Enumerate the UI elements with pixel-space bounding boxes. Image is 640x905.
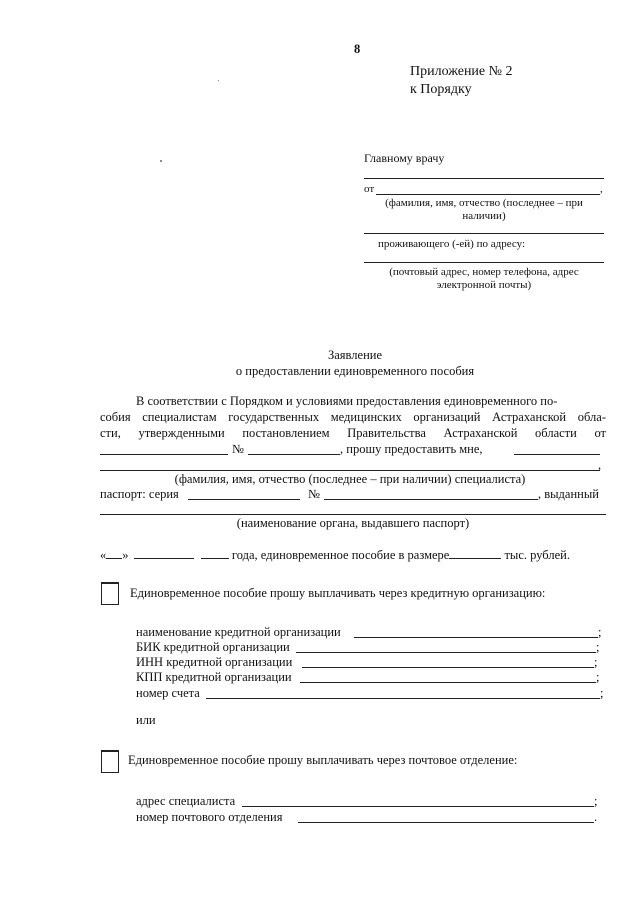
fio-hint-line-1: (фамилия, имя, отчество (последнее – при	[385, 197, 583, 209]
bank-option-checkbox[interactable]	[101, 582, 119, 605]
account-number-line[interactable]	[206, 698, 600, 699]
paragraph-line-1: В соответствии с Порядком и условиями предоставления единовременного по-	[136, 394, 558, 408]
scan-speck	[160, 160, 162, 162]
quote-close: »	[122, 548, 129, 562]
from-comma: ,	[600, 183, 603, 195]
appendix-line-2: к Порядку	[410, 82, 472, 97]
field-end-mark: ;	[594, 794, 598, 808]
issued-label: , выданный	[538, 487, 599, 501]
fio-line[interactable]	[364, 233, 604, 234]
from-prefix: от	[364, 183, 375, 195]
address-line[interactable]	[364, 262, 604, 263]
bik-label: БИК кредитной организации	[136, 640, 290, 654]
address-hint-line-1: (почтовый адрес, номер телефона, адрес	[389, 266, 579, 278]
field-end-mark: ;	[598, 625, 602, 639]
passport-number-line[interactable]	[324, 499, 538, 500]
specialist-fio-line[interactable]	[100, 470, 600, 471]
request-tail-line[interactable]	[514, 454, 600, 455]
fio-hint-line-2: наличии)	[462, 210, 506, 222]
bik-line[interactable]	[296, 652, 596, 653]
request-text: , прошу предоставить мне,	[340, 442, 483, 456]
resolution-number-line[interactable]	[248, 454, 340, 455]
month-field[interactable]	[134, 546, 194, 559]
page-number: 8	[354, 42, 361, 56]
number-sign: №	[232, 442, 244, 456]
field-end-mark: ;	[596, 670, 600, 684]
field-end-mark: ;	[596, 640, 600, 654]
specialist-address-label: адрес специалиста	[136, 794, 236, 808]
resolution-date-line[interactable]	[100, 454, 228, 455]
field-end-mark: .	[594, 810, 598, 824]
inn-line[interactable]	[302, 667, 594, 668]
bank-option-label: Единовременное пособие прошу выплачивать через кредитную организацию:	[130, 586, 546, 600]
date-year-text: года, единовременное пособие в размере	[231, 548, 450, 562]
bank-name-label: наименование кредитной организации	[136, 625, 341, 639]
day-field[interactable]	[106, 546, 122, 559]
post-office-label: номер почтового отделения	[136, 810, 283, 824]
year-field[interactable]	[201, 546, 229, 559]
specialist-fio-hint: (фамилия, имя, отчество (последнее – при наличии) специалиста)	[174, 472, 526, 486]
from-line[interactable]	[376, 194, 600, 195]
addressee: Главному врачу	[364, 151, 445, 165]
paragraph-line-3: сти, утвержденными постановлением Правительства Астраханской области от	[100, 426, 606, 440]
quote-open: «	[100, 548, 107, 562]
currency-text: тыс. рублей.	[504, 548, 570, 562]
residing-label: проживающего (-ей) по адресу:	[378, 238, 526, 250]
specialist-address-line[interactable]	[242, 806, 594, 807]
passport-series-line[interactable]	[188, 499, 300, 500]
field-end-mark: ;	[594, 655, 598, 669]
kpp-label: КПП кредитной организации	[136, 670, 292, 684]
passport-series-label: паспорт: серия	[100, 487, 179, 501]
scan-speck	[218, 80, 219, 81]
document-title: Заявление	[327, 348, 382, 362]
account-number-label: номер счета	[136, 686, 200, 700]
inn-label: ИНН кредитной организации	[136, 655, 293, 669]
amount-field[interactable]	[449, 546, 501, 559]
passport-number-sign: №	[308, 487, 320, 501]
document-subtitle: о предоставлении единовременного пособия	[235, 364, 475, 378]
field-end-mark: ;	[600, 686, 604, 700]
address-hint-line-2: электронной почты)	[436, 279, 532, 291]
issuing-organ-hint: (наименование органа, выдавшего паспорт)	[236, 516, 470, 530]
paragraph-line-2: собия специалистам государственных медицинских организаций Астраханской обла-	[100, 410, 606, 424]
line-comma: ,	[598, 458, 602, 472]
addressee-line	[364, 178, 604, 179]
or-label: или	[136, 713, 156, 727]
kpp-line[interactable]	[300, 682, 596, 683]
date-line	[100, 546, 570, 563]
post-office-line[interactable]	[298, 822, 594, 823]
post-option-checkbox[interactable]	[101, 750, 119, 773]
bank-name-line[interactable]	[354, 637, 598, 638]
appendix-line-1: Приложение № 2	[410, 64, 513, 79]
issuing-organ-line[interactable]	[100, 514, 606, 515]
post-option-label: Единовременное пособие прошу выплачивать через почтовое отделение:	[128, 753, 518, 767]
